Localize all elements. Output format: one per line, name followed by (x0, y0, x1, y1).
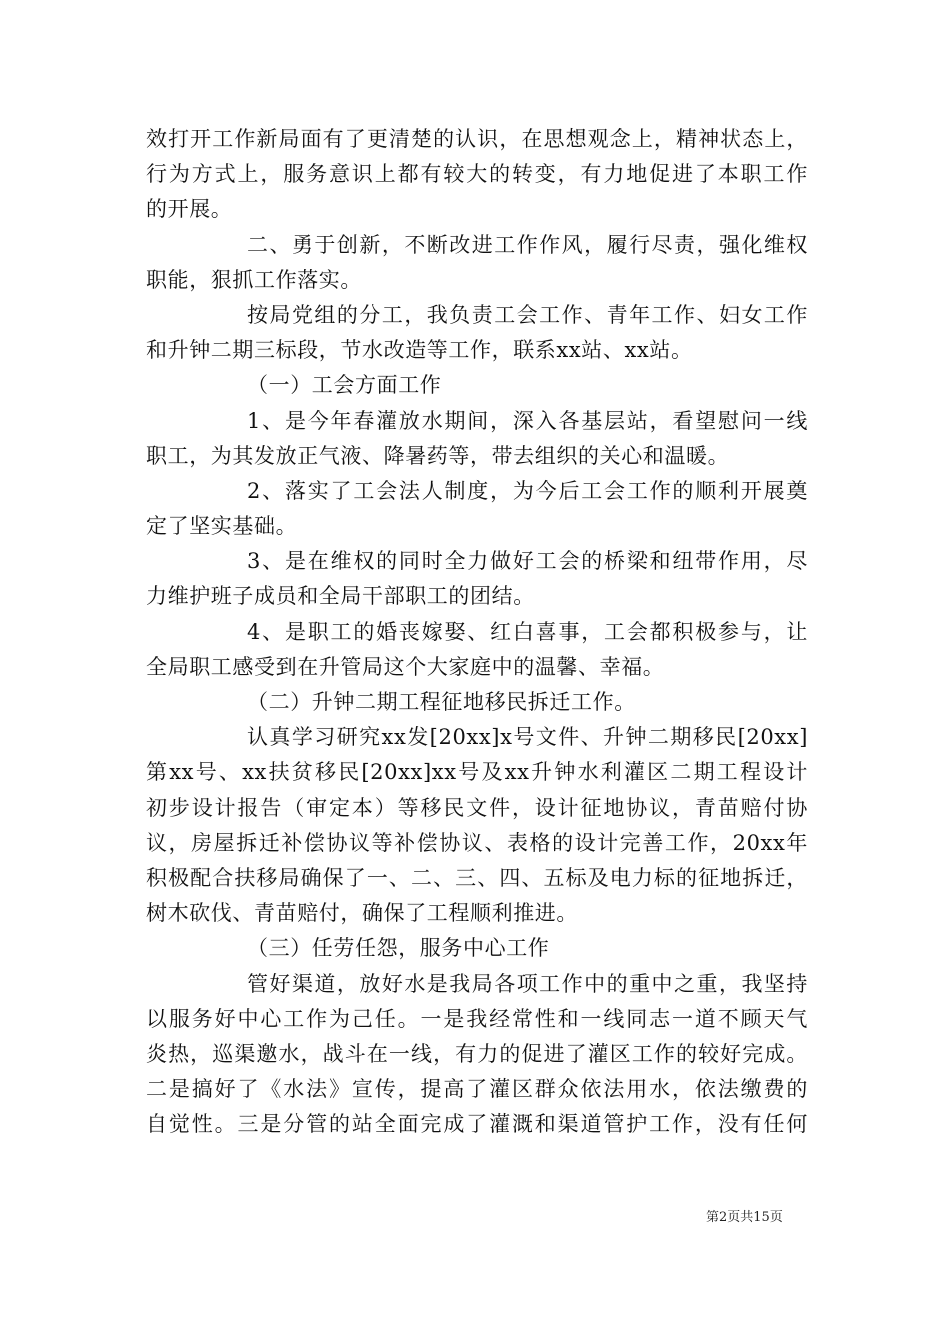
body-line: 第xx号、xx扶贫移民[20xx]xx号及xx升钟水利灌区二期工程设计 (146, 760, 808, 785)
subsection-heading: （二）升钟二期工程征地移民拆迁工作。 (247, 690, 636, 714)
list-item-continued: 全局职工感受到在升管局这个大家庭中的温馨、幸福。 (146, 654, 665, 679)
body-line: 积极配合扶移局确保了一、二、三、四、五标及电力标的征地拆迁， (146, 865, 808, 890)
list-item-continued: 定了坚实基础。 (146, 514, 298, 539)
body-line: 认真学习研究xx发[20xx]x号文件、升钟二期移民[20xx] (247, 725, 808, 750)
section-heading-continued: 职能，狠抓工作落实。 (146, 267, 362, 292)
section-heading: 二、勇于创新，不断改进工作作风，履行尽责，强化维权 (247, 232, 808, 257)
list-item: 2、落实了工会法人制度，为今后工会工作的顺利开展奠 (247, 478, 808, 503)
list-item: 4、是职工的婚丧嫁娶、红白喜事，工会都积极参与，让 (247, 619, 808, 644)
body-line: 初步设计报告（审定本）等移民文件，设计征地协议，青苗赔付协 (146, 795, 808, 820)
document-page (146, 122, 808, 1142)
body-line: 自觉性。三是分管的站全面完成了灌溉和渠道管护工作，没有任何 (146, 1112, 808, 1137)
body-line: 管好渠道，放好水是我局各项工作中的重中之重，我坚持 (247, 971, 808, 996)
subsection-heading: （三）任劳任怨，服务中心工作 (247, 936, 550, 961)
list-item-continued: 职工，为其发放正气液、降暑药等，带去组织的关心和温暖。 (146, 443, 730, 468)
body-line: 效打开工作新局面有了更清楚的认识，在思想观念上，精神状态上， (146, 127, 808, 151)
list-item-continued: 力维护班子成员和全局干部职工的团结。 (146, 584, 535, 609)
body-line: 以服务好中心工作为己任。一是我经常性和一线同志一道不顾天气 (146, 1006, 808, 1031)
body-line: 的开展。 (146, 197, 233, 222)
body-line: 树木砍伐、青苗赔付，确保了工程顺利推进。 (146, 901, 578, 926)
list-item: 3、是在维权的同时全力做好工会的桥梁和纽带作用，尽 (247, 549, 808, 574)
page-number: 第2页共15页 (706, 1210, 783, 1225)
body-line: 二是搞好了《水法》宣传，提高了灌区群众依法用水，依法缴费的 (146, 1077, 808, 1102)
list-item: 1、是今年春灌放水期间，深入各基层站，看望慰问一线 (247, 408, 808, 433)
subsection-heading: （一）工会方面工作 (247, 373, 442, 398)
body-line: 按局党组的分工，我负责工会工作、青年工作、妇女工作 (247, 302, 808, 327)
body-line: 行为方式上，服务意识上都有较大的转变，有力地促进了本职工作 (146, 162, 808, 187)
body-line: 炎热，巡渠邀水，战斗在一线，有力的促进了灌区工作的较好完成。 (146, 1041, 808, 1066)
body-line: 和升钟二期三标段，节水改造等工作，联系xx站、xx站。 (146, 338, 693, 363)
body-line: 议，房屋拆迁补偿协议等补偿协议、表格的设计完善工作，20xx年 (146, 830, 808, 855)
